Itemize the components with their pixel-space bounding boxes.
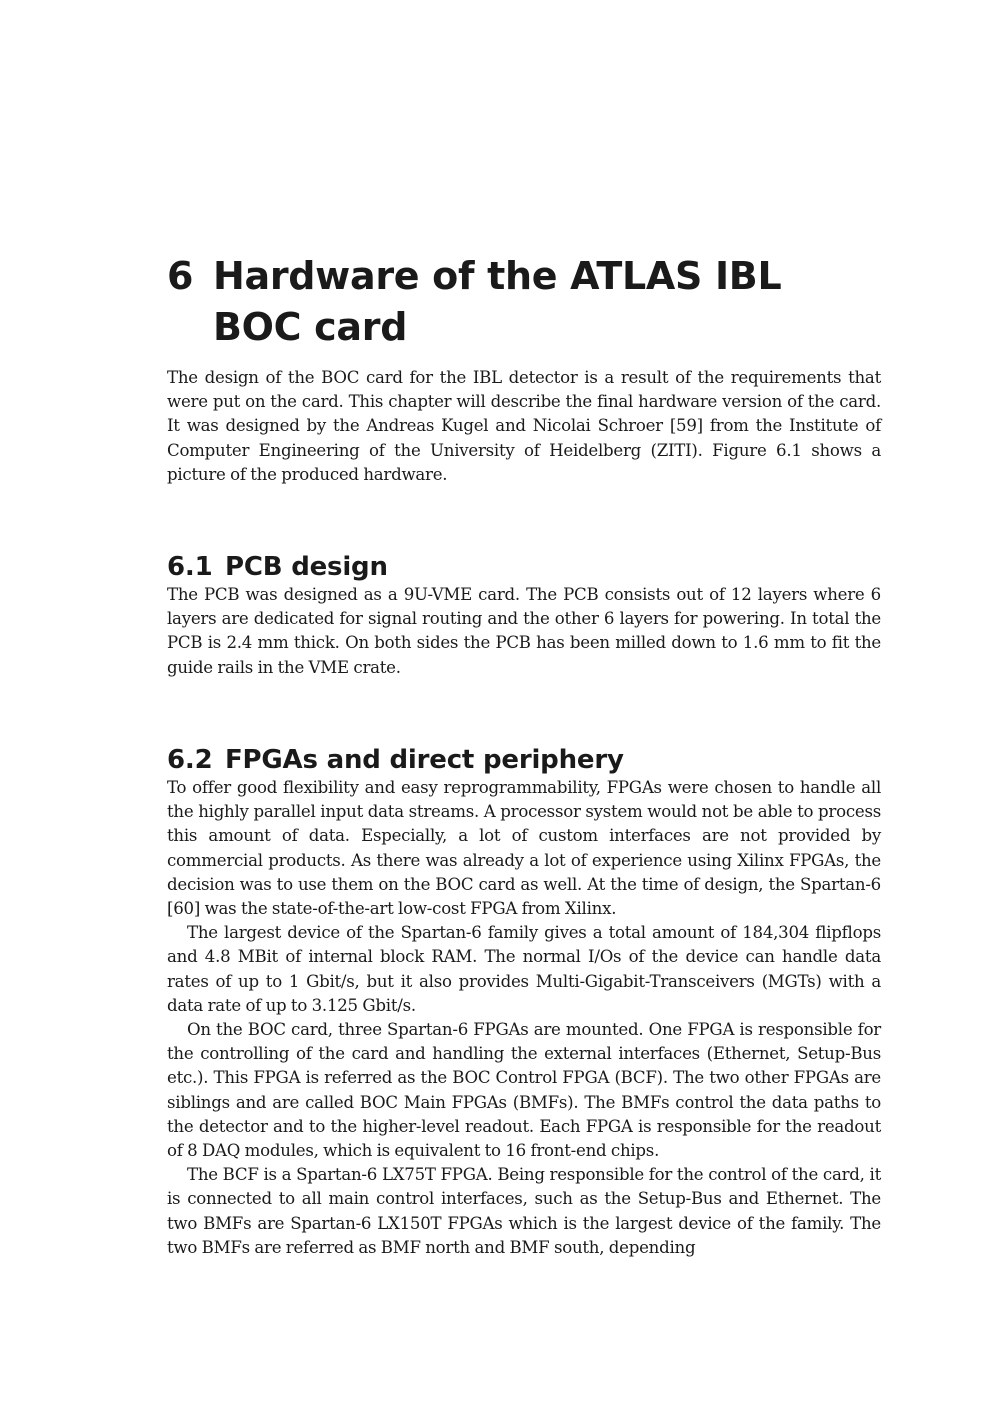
paragraph: On the BOC card, three Spartan-6 FPGAs are mounted. One FPGA is responsible for the controlling of the card and handling the external interfaces (Ethernet, Setup-Bus etc.). This FPGA is referred as the BOC Control FPGA (BCF). The two other FPGAs are siblings and are called BOC Main FPGAs (BMFs). The BMFs control the data paths to the detector and to the higher-level readout. Each FPGA is responsible for the readout of 8 DAQ modules, which is equivalent to 16 front-end chips. xyxy=(167,1020,881,1161)
intro-text xyxy=(167,366,881,487)
chapter-title: Hardware of the ATLAS IBL BOC card xyxy=(213,254,782,350)
paragraph: The largest device of the Spartan-6 family gives a total amount of 184,304 flipflops and 4.8 MBit of internal block RAM. The normal I/Os of the device can handle data rates of up to 1 Gbit/s, but it also provides Multi-Gigabit-Transceivers (MGTs) with a data rate of up to 3.125 Gbit/s. xyxy=(167,923,881,1015)
section-body-pcb-design xyxy=(167,583,881,680)
section-number: 6.2 xyxy=(167,744,213,775)
paragraph: To offer good flexibility and easy reprogrammability, FPGAs were chosen to handle all the highly parallel input data streams. A processor system would not be able to process this amount of data. Especially, a lot of custom interfaces are not provided by commercial products. As there was already a lot of experience using Xilinx FPGAs, the decision was to use them on the BOC card as well. At the time of design, the Spartan-6 [60] was the state-of-the-art low-cost FPGA from Xilinx. xyxy=(167,778,881,919)
section-title: FPGAs and direct periphery xyxy=(225,744,624,775)
intro-paragraph: The design of the BOC card for the IBL detector is a result of the requirements that were put on the card. This chapter will describe the final hardware version of the card. It was designed by the Andreas Kugel and Nicolai Schroer [59] from the Institute of Computer Engineering of the University of Heidelberg (ZITI). Figure 6.1 shows a picture of the produced hardware. xyxy=(167,368,881,484)
paragraph: The PCB was designed as a 9U-VME card. The PCB consists out of 12 layers where 6 layers are dedicated for signal routing and the other 6 layers for powering. In total the PCB is 2.4 mm thick. On both sides the PCB has been milled down to 1.6 mm to fit the guide rails in the VME crate. xyxy=(167,585,881,677)
section-body-fpgas xyxy=(167,776,881,1260)
chapter-number: 6 xyxy=(167,254,194,299)
section-heading-fpgas xyxy=(167,744,881,776)
section-title: PCB design xyxy=(225,551,388,582)
section-heading-pcb-design xyxy=(167,551,881,583)
section-number: 6.1 xyxy=(167,551,213,582)
chapter-heading xyxy=(167,251,881,353)
paragraph: The BCF is a Spartan-6 LX75T FPGA. Being responsible for the control of the card, it is connected to all main control interfaces, such as the Setup-Bus and Ethernet. The two BMFs are Spartan-6 LX150T FPGAs which is the largest device of the family. The two BMFs are referred as BMF north and BMF south, depending xyxy=(167,1165,881,1257)
